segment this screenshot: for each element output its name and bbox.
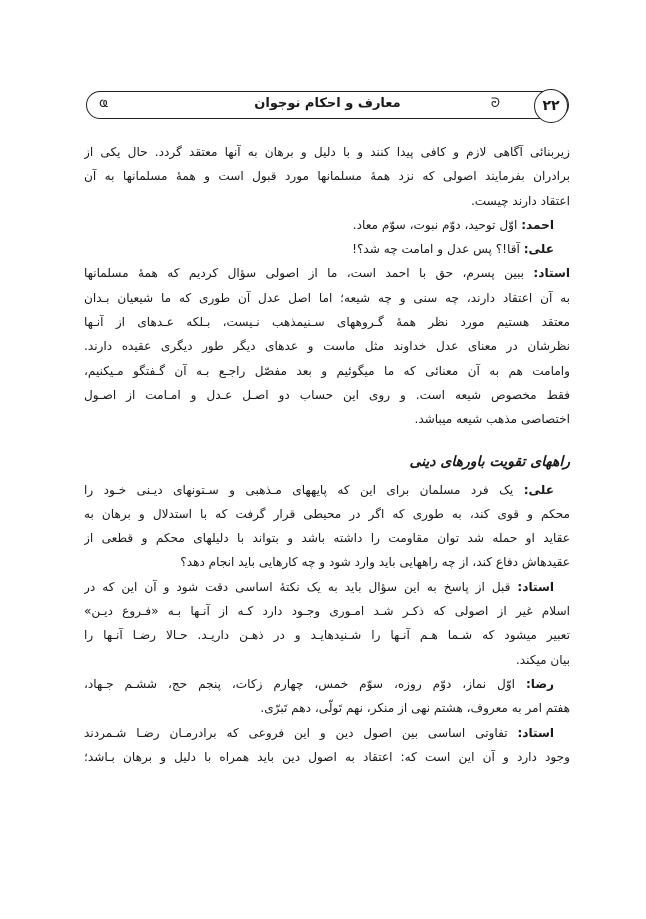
text-line: به آن اعتقاد دارند، چه سنی و چه شیعه؛ اما اصل عدل آن طوری که ما شیعیان بـدان [84, 290, 570, 305]
text-line: استاد: تفاوتی اساسی بین اصول دین و این فروعی که برادرمـان رضـا شـمردند [84, 725, 554, 740]
speaker-name: استاد: [517, 725, 554, 740]
dialogue-reza [84, 672, 570, 721]
text-line: هفتم امر به معروف، هشتم نهی از منکر، نهم تَولّی، دهم تَبرّی. [260, 701, 570, 716]
speaker-name: استاد: [517, 579, 554, 594]
text-line: برادران بفرمایند اصولی که نزد همهٔ مسلمانها مورد قبول است و همهٔ مسلمانها به آن [84, 169, 570, 184]
text-line: عقیدهاش دفاع کند، از چه راههایی باید وارد شود و چه کارهایی باید انجام دهد؟ [180, 555, 570, 570]
page-body [84, 140, 570, 769]
page-number: ۲۲ [534, 89, 568, 123]
text-line: وامامت هم به آن معنائی که ما میگوئیم و بعد مفصّل راجـع بـه آن گـفتگو مـیکنیم، [84, 363, 570, 378]
section-heading: راههای تقویت باورهای دینی [409, 453, 570, 470]
text-line: زیربنائی آگاهی لازم و کافی پیدا کنند و با دلیل و برهان به آنها معتقد گردد. حال یکی از [84, 145, 570, 159]
text-line: استاد: قبل از پاسخ به این سؤال باید به یک نکتهٔ اساسی دقت شود و آن این که در [84, 579, 554, 594]
paragraph-intro [84, 140, 570, 213]
text-line: وجود دارد و آن این است که: اعتقاد به اصول دین باید همراه با دلیل و برهان بـاشد؛ [84, 749, 570, 764]
book-title: معارف و احکام نوجوان [254, 96, 401, 111]
text-line: استاد: ببین پسرم، حق با احمد است، ما از اصولی سؤال کردیم که همهٔ مسلمانها [84, 266, 570, 281]
speech-text: آقا!؟ پس عدل و امامت چه شد؟! [352, 242, 520, 257]
text-line: اختصاصی مذهب شیعه میباشد. [414, 412, 570, 427]
speech-text: اوّل توحید، دوّم نبوت، سوّم معاد. [352, 217, 518, 232]
text-line: اعتقاد دارند چیست. [470, 193, 570, 208]
text-line: بیان میکند. [515, 652, 570, 667]
speaker-name: علی: [523, 482, 554, 497]
text-line: رضا: اوّل نماز، دوّم روزه، سوّم خمس، چهارم زکات، پنجم حج، ششـم جـهاد، [84, 676, 554, 691]
dialogue-ostad [84, 575, 570, 672]
speaker-name: احمد: [521, 217, 554, 232]
text-line: تعبیر میشود که شـما هـم آنـها را شـنیدهایـد و در ذهـن داریـد. حـالا رضـا آنـها را [84, 628, 570, 643]
dialogue-ahmad [84, 213, 570, 237]
running-header [86, 91, 569, 119]
text-line: اسلام غیر از اصولی که ذکـر شـد امـوری وجـود دارد کـه از آنـها بـه «فـروع دیـن» [84, 604, 570, 619]
text-line: عقاید او حمله شد توان مقاومت را داشته باشد و بتواند با دلیلهای محکم و قطعی از [84, 531, 570, 546]
text-line: معتقد هستیم مورد نظر همهٔ گـروههای سـنیمذهب نـیست، بـلکه عـدهای از آنـها [84, 315, 570, 330]
speaker-name: استاد: [533, 266, 570, 281]
dialogue-ostad [84, 721, 570, 770]
dialogue-ostad [84, 261, 570, 431]
dialogue-ali [84, 237, 570, 261]
text-line: محکم و قوی کند، به طوری که اگر در محیطی قرار گرفت که با استدلال و برهان به [84, 506, 570, 521]
speaker-name: علی: [523, 242, 554, 257]
speaker-name: رضا: [525, 676, 554, 691]
text-line: فقط مخصوص شیعه است. و روی این حساب دو اصـل عـدل و امـامت از اصـول [84, 387, 570, 402]
ornament-left-icon: ҩ [99, 96, 109, 111]
text-line: نظرشان در معنای عدل خداوند مثل ماست و عدهای دیگر طور دیگری عقیده دارند. [84, 339, 570, 354]
text-line: علی: یک فرد مسلمان برای این که پایههای مـذهبی و سـتونهای دیـنی خـود را [84, 482, 554, 497]
ornament-right-icon: ᘒ [490, 96, 500, 111]
dialogue-ali [84, 478, 570, 575]
